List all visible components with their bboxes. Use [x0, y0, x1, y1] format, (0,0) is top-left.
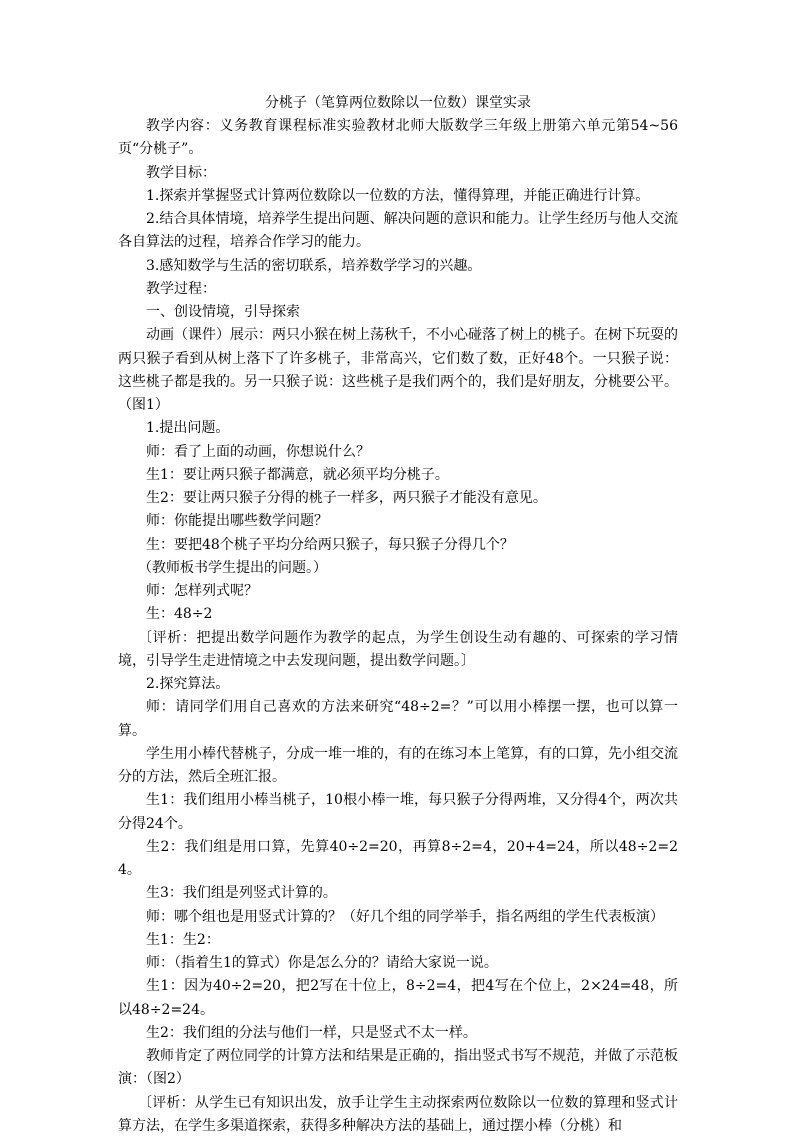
- heading-teaching-process: 教学过程：: [118, 278, 678, 301]
- dialogue-line: 生：要把48个桃子平均分给两只猴子，每只猴子分得几个？: [118, 534, 678, 557]
- document-page: [118, 92, 678, 1138]
- paragraph-teaching-content: 教学内容：义务教育课程标准实验教材北师大版数学三年级上册第六单元第54~56页“分桃子”。: [118, 115, 678, 162]
- paragraph-goal-1: 1.探索并掌握竖式计算两位数除以一位数的方法，懂得算理，并能正确进行计算。: [118, 185, 678, 208]
- heading-teaching-goals: 教学目标：: [118, 162, 678, 185]
- dialogue-line: 生1：因为40÷2=20，把2写在十位上，8÷2=4，把4写在个位上，2×24=48，所以48÷2=24。: [118, 975, 678, 1022]
- heading-explore-method: 2.探究算法。: [118, 673, 678, 696]
- dialogue-line: 师：看了上面的动画，你想说什么？: [118, 441, 678, 464]
- paragraph-goal-3: 3.感知数学与生活的密切联系，培养数学学习的兴趣。: [118, 255, 678, 278]
- dialogue-line: 生2：要让两只猴子分得的桃子一样多，两只猴子才能没有意见。: [118, 487, 678, 510]
- paragraph-animation: 动画（课件）展示：两只小猴在树上荡秋千，不小心碰落了树上的桃子。在树下玩耍的两只猴子看到从树上落下了许多桃子，非常高兴，它们数了数，正好48个。一只猴子说：这些桃子都是我的。另一只猴子说：这些桃子是我们两个的，我们是好朋友，分桃要公平。（图1）: [118, 324, 678, 417]
- dialogue-line: 生：48÷2: [118, 603, 678, 626]
- dialogue-line: 生2：我们组的分法与他们一样，只是竖式不太一样。: [118, 1022, 678, 1045]
- dialogue-line: 生1：生2：: [118, 929, 678, 952]
- dialogue-line: 生2：我们组是用口算，先算40÷2=20，再算8÷2=4，20+4=24，所以48÷2=24。: [118, 836, 678, 883]
- heading-ask-question: 1.提出问题。: [118, 417, 678, 440]
- teacher-note: （教师板书学生提出的问题。）: [118, 557, 678, 580]
- paragraph-goal-2: 2.结合具体情境，培养学生提出问题、解决问题的意识和能力。让学生经历与他人交流各自算法的过程，培养合作学习的能力。: [118, 208, 678, 255]
- dialogue-line: 生3：我们组是列竖式计算的。: [118, 882, 678, 905]
- dialogue-line: 师：怎样列式呢？: [118, 580, 678, 603]
- paragraph-student-activity: 学生用小棒代替桃子，分成一堆一堆的，有的在练习本上笔算，有的口算，先小组交流分的方法，然后全班汇报。: [118, 743, 678, 790]
- paragraph-teacher-demo: 教师肯定了两位同学的计算方法和结果是正确的，指出竖式书写不规范，并做了示范板演：（图2）: [118, 1045, 678, 1092]
- dialogue-line: 生1：要让两只猴子都满意，就必须平均分桃子。: [118, 464, 678, 487]
- dialogue-line: 生1：我们组用小棒当桃子，10根小棒一堆，每只猴子分得两堆，又分得4个，两次共分得24个。: [118, 789, 678, 836]
- heading-section-1: 一、创设情境，引导探索: [118, 301, 678, 324]
- dialogue-line: 师：（指着生1的算式）你是怎么分的？请给大家说一说。: [118, 952, 678, 975]
- dialogue-line: 师：请同学们用自己喜欢的方法来研究“48÷2=？”可以用小棒摆一摆，也可以算一算。: [118, 696, 678, 743]
- dialogue-line: 师：哪个组也是用竖式计算的？（好几个组的同学举手，指名两组的学生代表板演）: [118, 906, 678, 929]
- dialogue-line: 师：你能提出哪些数学问题？: [118, 510, 678, 533]
- document-title: 分桃子（笔算两位数除以一位数）课堂实录: [118, 92, 678, 115]
- commentary-paragraph: 〔评析：从学生已有知识出发，放手让学生主动探索两位数除以一位数的算理和竖式计算方法，在学生多渠道探索，获得多种解决方法的基础上，通过摆小棒（分桃）和: [118, 1092, 678, 1138]
- commentary-paragraph: 〔评析：把提出数学问题作为教学的起点，为学生创设生动有趣的、可探索的学习情境，引导学生走进情境之中去发现问题，提出数学问题。〕: [118, 627, 678, 674]
